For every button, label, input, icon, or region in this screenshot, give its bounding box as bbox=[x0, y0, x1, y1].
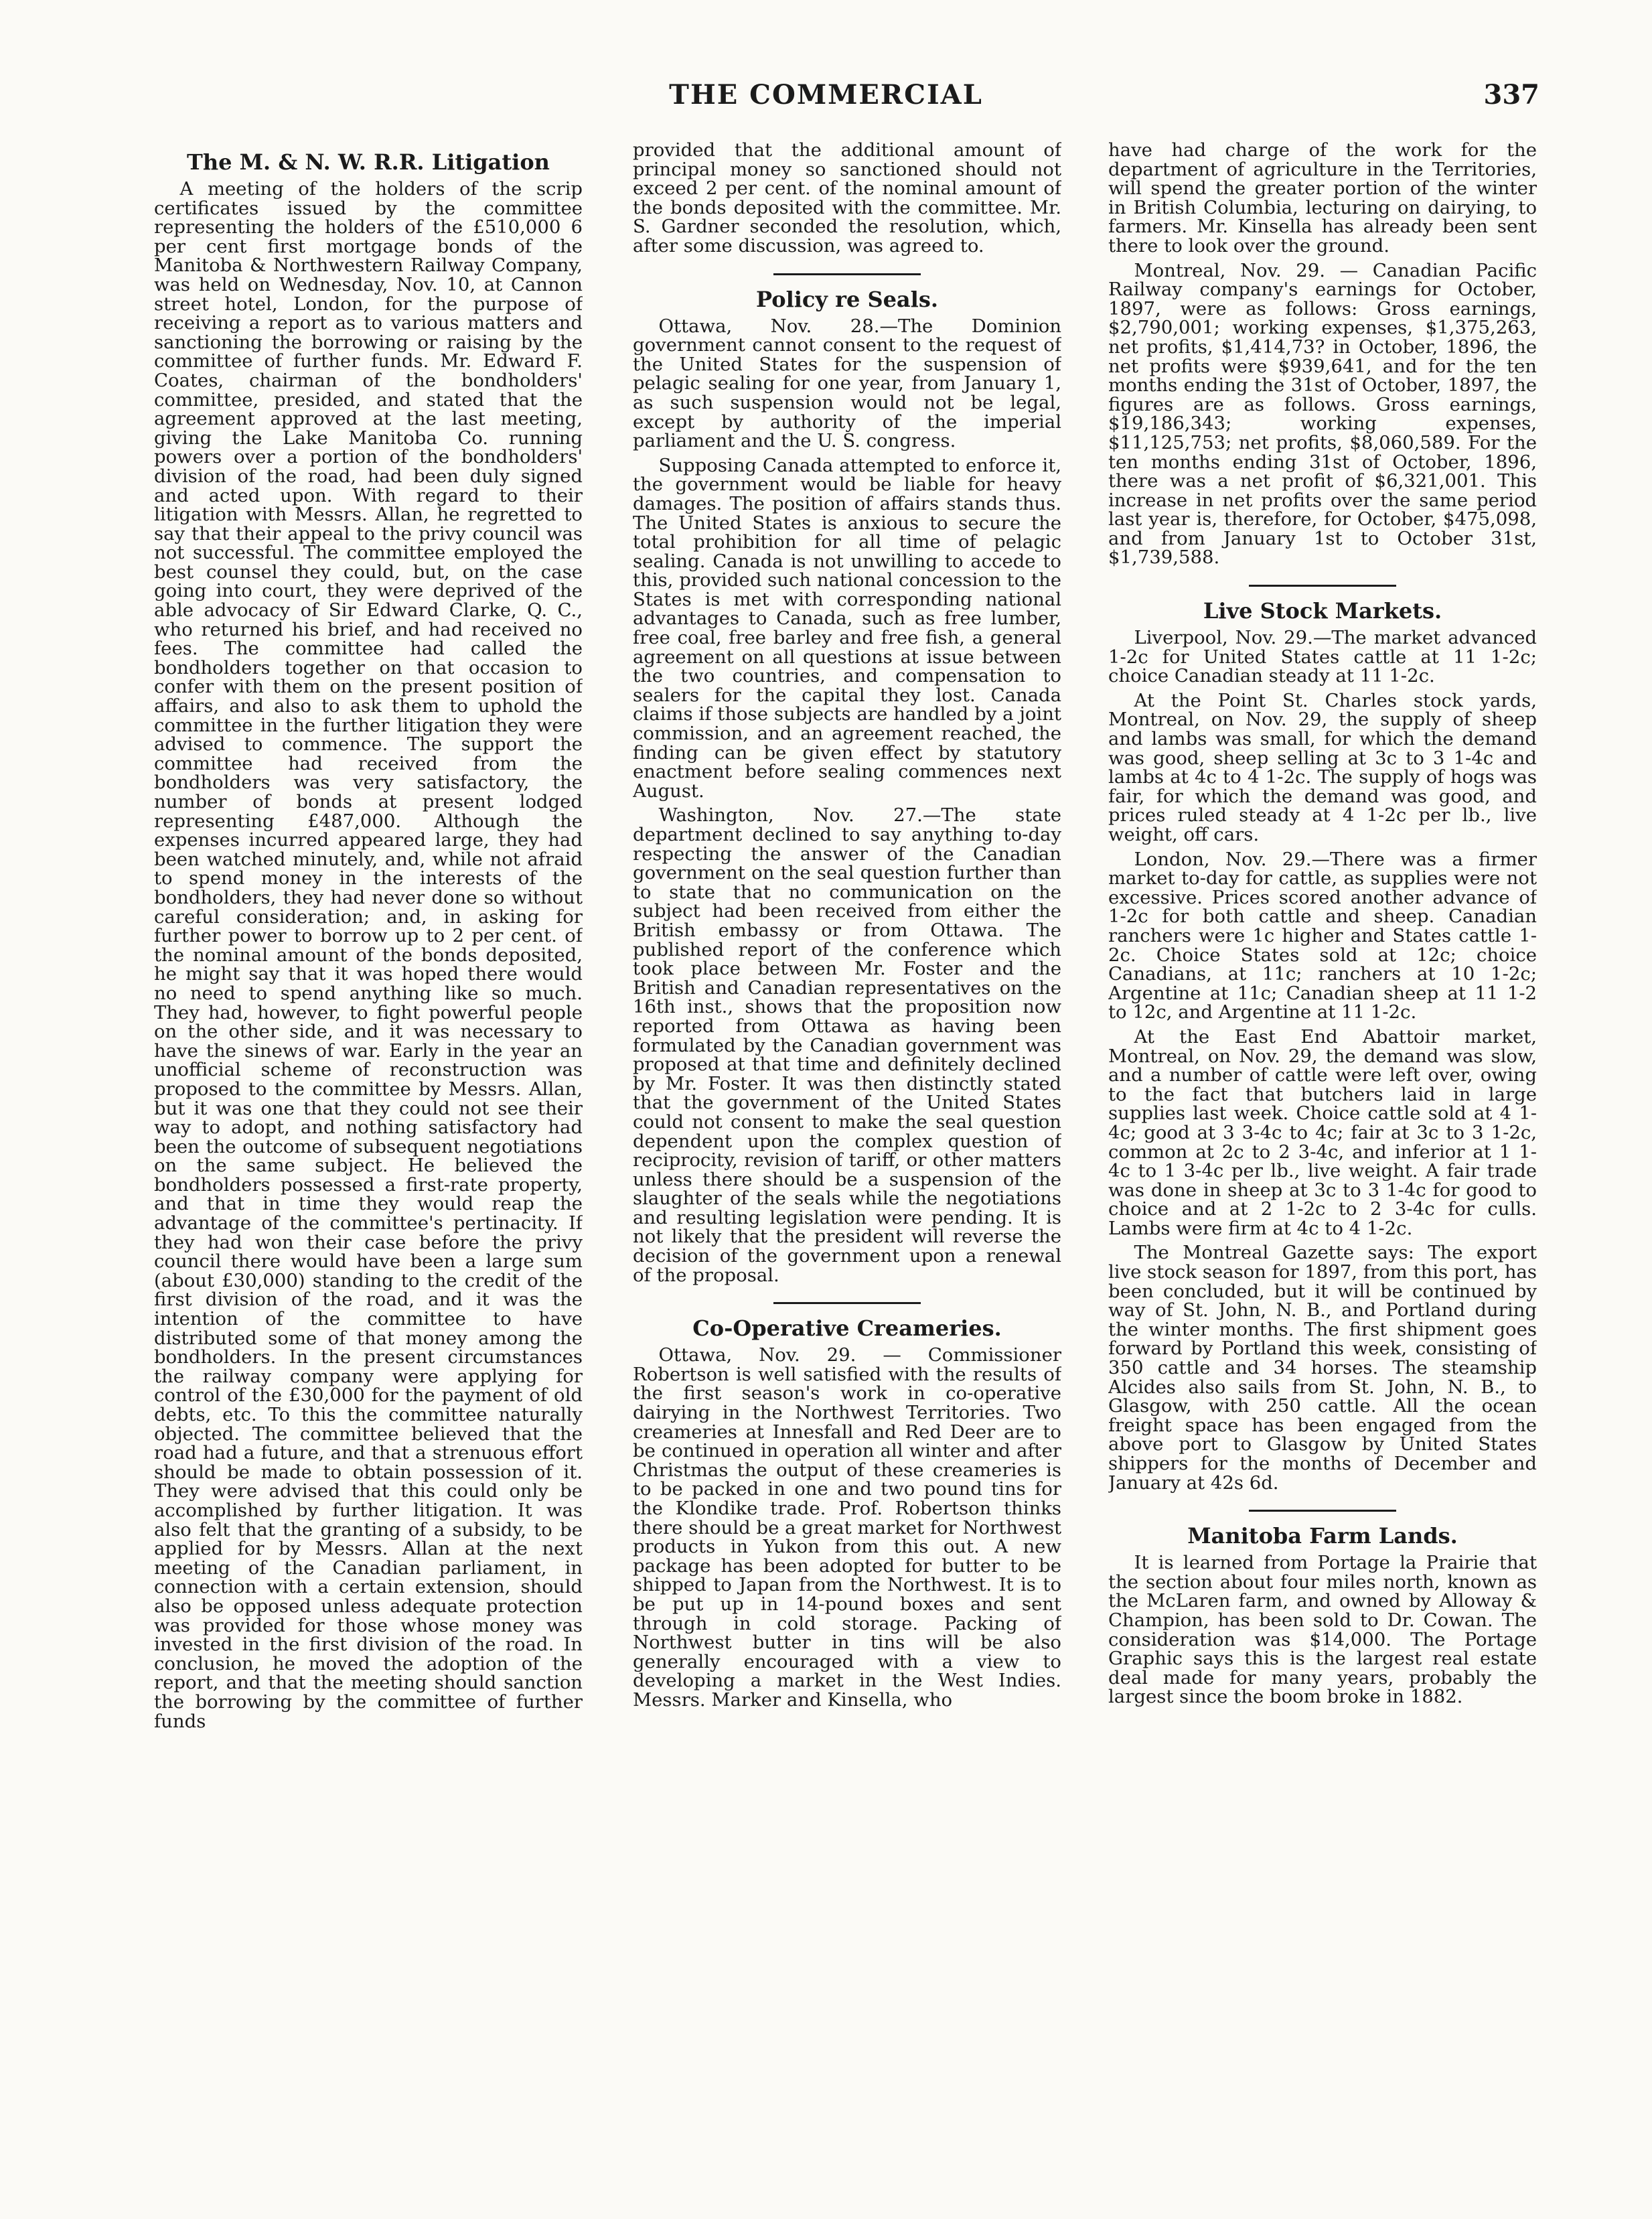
article-heading-livestock: Live Stock Markets. bbox=[1203, 598, 1442, 624]
article-heading-litigation: The M. & N. W. R.R. Litigation bbox=[187, 149, 550, 175]
page-header bbox=[0, 79, 1652, 133]
section-divider bbox=[1249, 585, 1396, 587]
column-3 bbox=[1108, 141, 1537, 2190]
article-paragraph: At the Point St. Charles stock yards, Montreal, on Nov. 29, the supply of sheep and lambs was small, for which the demand was good, sheep selling at 3c to 3 1-4c and lambs at 4c to 4 1-2c. The supply of hogs was fair, for which the demand was good, and prices ruled steady at 4 1-2c per lb., live weight, off cars. bbox=[1108, 689, 1537, 845]
article-heading-seals: Policy re Seals. bbox=[756, 286, 938, 312]
article-paragraph: Montreal, Nov. 29. — Canadian Pacific Railway company's earnings for October, 1897, were as follows: Gross earnings, $2,790,001; working expenses, $1,375,263, net profits, $1,414,73? in October, 1896, the net profits were $939,641, and for the ten months ending the 31st of October, 1897, the figures are as follows. Gross earnings, $19,186,343; working expenses, $11,125,753; net profits, $8,060,589. For the ten months ending 31st of October, 1896, there was a net profit of $6,321,001. This increase in net profits over the same period last year is, therefore, for October, $475,098, and from January 1st to October 31st, $1,739,588. bbox=[1108, 259, 1537, 569]
section-divider bbox=[1249, 1510, 1396, 1512]
article-paragraph: London, Nov. 29.—There was a firmer market to-day for cattle, as supplies were not excessive. Prices scored another advance of 1-2c for both cattle and sheep. Canadian ranchers were 1c higher and States cattle 1-2c. Choice States sold at 12c; choice Canadians, at 11c; ranchers at 10 1-2c; Argentine at 11c; Canadian sheep at 11 1-2 to 12c, and Argentine at 11 1-2c. bbox=[1108, 848, 1537, 1023]
article-paragraph: Liverpool, Nov. 29.—The market advanced 1-2c for United States cattle at 11 1-2c; choice Canadian steady at 11 1-2c. bbox=[1108, 627, 1537, 687]
article-paragraph: Supposing Canada attempted to enforce it, the government would be liable for heavy damages. The position of affairs stands thus. The United States is anxious to secure the total prohibition for all time of pelagic sealing. Canada is not unwilling to accede to this, provided such national concession to the States is met with corresponding national advantages to Canada, such as free lumber, free coal, free barley and free fish, a general agreement on all questions at issue between the two countries, and compensation to sealers for the capital they lost. Canada claims if those subjects are handled by a joint commission, and an agreement reached, the finding can be given effect by statutory enactment before sealing commences next August. bbox=[633, 454, 1061, 802]
page-number: 337 bbox=[1483, 79, 1540, 111]
section-divider bbox=[773, 273, 921, 275]
article-heading-creameries: Co-Operative Creameries. bbox=[692, 1315, 1002, 1342]
article-paragraph: The Montreal Gazette says: The export live stock season for 1897, from this port, has been concluded, but it will be continued by way of St. John, N. B., and Portland during the winter months. The first shipment goes forward by Portland this week, consisting of 350 cattle and 34 horses. The steamship Alcides also sails from St. John, N. B., to Glasgow, with 250 cattle. All the ocean freight space has been engaged from the above port to Glasgow by United States shippers for the months of December and January at 42s 6d. bbox=[1108, 1242, 1537, 1494]
article-paragraph: provided that the additional amount of principal money so sanctioned should not exceed 2 per cent. of the nominal amount of the bonds deposited with the committee. Mr. S. Gardner seconded the resolution, which, after some discussion, was agreed to. bbox=[633, 141, 1061, 257]
article-paragraph: Ottawa, Nov. 28.—The Dominion government cannot consent to the request of the United States for the suspension of pelagic sealing for one year, from January 1, as such suspension would not be legal, except by authority of the imperial parliament and the U. S. congress. bbox=[633, 315, 1061, 452]
article-heading-farm: Manitoba Farm Lands. bbox=[1187, 1523, 1458, 1549]
article-paragraph: have had charge of the work for the department of agriculture in the Territories, will spend the greater portion of the winter in British Columbia, lecturing on dairying, to farmers. Mr. Kinsella has already been sent there to look over the ground. bbox=[1108, 141, 1537, 257]
article-paragraph: At the East End Abattoir market, Montreal, on Nov. 29, the demand was slow, and a number of cattle were left over, owing to the fact that butchers laid in large supplies last week. Choice cattle sold at 4 1-4c; good at 3 3-4c to 4c; fair at 3c to 3 1-2c, common at 2c to 2 3-4c, and inferior at 1 1-4c to 1 3-4c per lb., live weight. A fair trade was done in sheep at 3c to 3 1-4c for good to choice and at 2 1-2c to 2 3-4c for culls. Lambs were firm at 4c to 4 1-2c. bbox=[1108, 1025, 1537, 1239]
article-paragraph: A meeting of the holders of the scrip certificates issued by the committee representing the holders of the £510,000 6 per cent first mortgage bonds of the Manitoba & Northwestern Railway Company, was held on Wednesday, Nov. 10, at Cannon street hotel, London, for the purpose of receiving a report as to various matters and sanctioning the borrowing or raising by the committee of further funds. Mr. Edward F. Coates, chairman of the bondholders' committee, presided, and stated that the agreement approved at the last meeting, giving the Lake Manitoba Co. running powers over a portion of the bondholders' division of the road, had been duly signed and acted upon. With regard to their litigation with Messrs. Allan, he regretted to say that their appeal to the privy council was not successful. The committee employed the best counsel they could, but, on the case going into court, they were deprived of the able advocacy of Sir Edward Clarke, Q. C., who returned his brief, and had received no fees. The committee had called the bondholders together on that occasion to confer with them on the present position of affairs, and also to ask them to uphold the committee in the further litigation they were advised to commence. The support the committee had received from the bondholders was very satisfactory, the number of bonds at present lodged representing £487,000. Although the expenses incurred appeared large, they had been watched minutely, and, while not afraid to spend money in the interests of the bondholders, they had never done so without careful consideration; and, in asking for further power to borrow up to 2 per cent. of the nominal amount of the bonds deposited, he might say that it was hoped there would no need to spend anything like so much. They had, however, to fight powerful people on the other side, and it was necessary to have the sinews of war. Early in the year an unofficial scheme of reconstruction was proposed to the committee by Messrs. Allan, but it was one that they could not see their way to adopt, and nothing satisfactory had been the outcome of subsequent negotiations on the same subject. He believed the bondholders possessed a first-rate property, and that in time they would reap the advantage of the committee's pertinacity. If they had won their case before the privy council there would have been a large sum (about £30,000) standing to the credit of the first division of the road, and it was the intention of the committee to have distributed some of that money among the bondholders. In the present circumstances the railway company were applying for control of the £30,000 for the payment of old debts, etc. To this the committee naturally objected. The committee believed that the road had a future, and that a strenuous effort should be made to obtain possession of it. They were advised that this could only be accomplished by further litigation. It was also felt that the granting of a subsidy, to be applied for by Messrs. Allan at the next meeting of the Canadian parliament, in connection with a certain extension, should also be opposed unless adequate protection was provided for those whose money was invested in the first division of the road. In conclusion, he moved the adoption of the report, and that the meeting should sanction the borrowing by the committee of further funds bbox=[154, 178, 583, 1732]
article-paragraph: Ottawa, Nov. 29. — Commissioner Robertson is well satisfied with the results of the first season's work in co-operative dairying in the Northwest Territories. Two creameries at Innesfall and Red Deer are to be continued in operation all winter and after Christmas the output of these creameries is to be packed in one and two pound tins for the Klondike trade. Prof. Robertson thinks there should be a great market for Northwest products in Yukon from this out. A new package has been adopted for butter to be shipped to Japan from the Northwest. It is to be put up in 14-pound boxes and sent through in cold storage. Packing of Northwest butter in tins will be also generally encouraged with a view to developing a market in the West Indies. Messrs. Marker and Kinsella, who bbox=[633, 1344, 1061, 1711]
article-paragraph: It is learned from Portage la Prairie that the section about four miles north, known as the McLaren farm, and owned by Alloway & Champion, has been sold to Dr. Cowan. The consideration was $14,000. The Portage Graphic says this is the largest real estate deal made for many years, probably the largest since the boom broke in 1882. bbox=[1108, 1552, 1537, 1708]
page-title: THE COMMERCIAL bbox=[669, 79, 983, 111]
column-2 bbox=[633, 141, 1061, 2190]
section-divider bbox=[773, 1302, 921, 1304]
article-paragraph: Washington, Nov. 27.—The state department declined to say anything to-day respecting the answer of the Canadian government on the seal question further than to state that no communication on the subject had been received from either the British embassy or from Ottawa. The published report of the conference which took place between Mr. Foster and the British and Canadian representatives on the 16th inst., shows that the proposition now reported from Ottawa as having been formulated by the Canadian government was proposed at that time and definitely declined by Mr. Foster. It was then distinctly stated that the government of the United States could not consent to make the seal question dependent upon the complex question of reciprocity, revision of tariff, or other matters unless there should be a suspension of the slaughter of the seals while the negotiations and resulting legislation were pending. It is not likely that the president will reverse the decision of the government upon a renewal of the proposal. bbox=[633, 804, 1061, 1286]
column-1 bbox=[154, 141, 583, 2190]
